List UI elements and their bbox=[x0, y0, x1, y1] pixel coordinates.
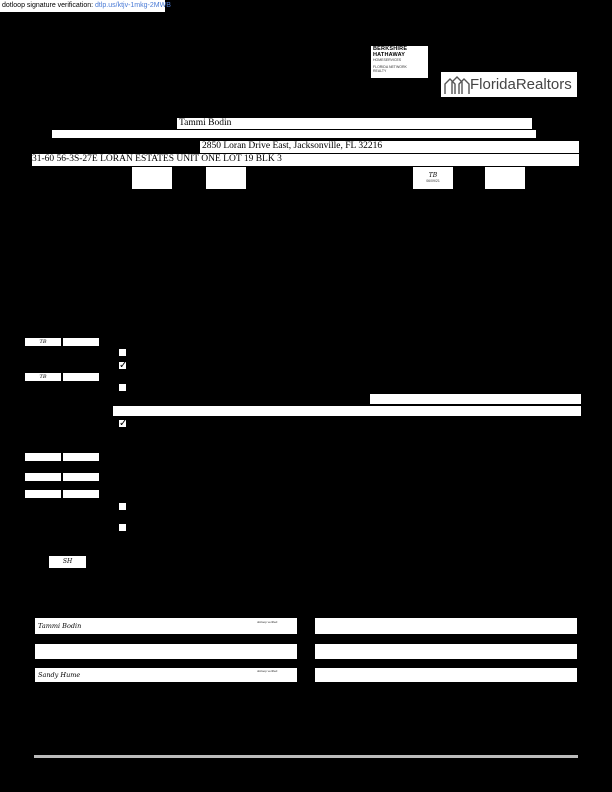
buyer2-signature-field[interactable] bbox=[314, 667, 578, 683]
checkbox-1[interactable] bbox=[118, 348, 127, 357]
florida-realtors-text: FloridaRealtors bbox=[470, 76, 572, 93]
row3-buyer-initials[interactable] bbox=[24, 452, 62, 462]
seller2-signature-field[interactable] bbox=[34, 667, 298, 683]
buyer1-print-name-field[interactable] bbox=[314, 643, 578, 660]
seller-initials-date: 06/09/21 bbox=[426, 179, 440, 183]
checkbox-3[interactable] bbox=[118, 383, 127, 392]
row3-buyer2-initials[interactable] bbox=[62, 452, 100, 462]
signature-verification-bar bbox=[0, 0, 171, 12]
buyer-initials-box-2[interactable] bbox=[205, 166, 247, 190]
bhhs-logo bbox=[371, 46, 428, 78]
buyer-initials-box-1[interactable] bbox=[131, 166, 173, 190]
row2-initials-stamp: TB bbox=[39, 374, 47, 380]
bhhs-logo-sub-1: HOMESERVICES bbox=[373, 58, 402, 62]
seller-initials-stamp: TB bbox=[428, 172, 438, 179]
other-text-field[interactable] bbox=[370, 394, 581, 404]
buyer1-signature-field[interactable] bbox=[314, 617, 578, 635]
verification-label: dotloop signature verification: bbox=[2, 2, 94, 9]
seller1-signature: Tammi Bodin bbox=[38, 622, 82, 630]
checkbox-4[interactable]: ✓ bbox=[119, 418, 128, 429]
row1-initials-stamp: TB bbox=[39, 339, 47, 345]
buyer-name-field[interactable] bbox=[52, 130, 536, 138]
bhhs-logo-sub-2: FLORIDA NETWORK bbox=[373, 65, 407, 69]
row4-buyer-initials[interactable] bbox=[24, 472, 62, 482]
checkbox-6[interactable] bbox=[118, 523, 127, 532]
seller-name-field[interactable]: Tammi Bodin bbox=[177, 118, 532, 129]
legal-description-field[interactable]: 31-60 56-3S-27E LORAN ESTATES UNIT ONE LOT 19 BLK 3 bbox=[32, 154, 579, 166]
seller-initials-box-2[interactable] bbox=[484, 166, 526, 190]
checkbox-2[interactable]: ✓ bbox=[119, 360, 128, 371]
row2-seller-initials[interactable] bbox=[24, 372, 62, 382]
checkbox-5[interactable] bbox=[118, 502, 127, 511]
row1-seller2-initials[interactable] bbox=[62, 337, 100, 347]
bottom-initials-stamp: SH bbox=[62, 558, 73, 565]
bhhs-logo-line-2: HATHAWAY bbox=[373, 52, 406, 58]
row1-seller-initials[interactable] bbox=[24, 337, 62, 347]
explanation-text-field[interactable] bbox=[113, 406, 581, 416]
bottom-initials-box[interactable] bbox=[48, 555, 87, 569]
row5-buyer-initials[interactable] bbox=[24, 489, 62, 499]
bhhs-logo-sub-3: REALTY bbox=[373, 69, 387, 73]
seller-initials-box-1[interactable] bbox=[412, 166, 454, 190]
seller2-signature: Sandy Hume bbox=[38, 671, 81, 679]
bhhs-logo-line-1: BERKSHIRE bbox=[373, 46, 408, 52]
seller2-verified-note: dotloop verified bbox=[257, 669, 278, 673]
row4-buyer2-initials[interactable] bbox=[62, 472, 100, 482]
property-address-field[interactable]: 2850 Loran Drive East, Jacksonville, FL 32216 bbox=[200, 141, 579, 153]
row5-buyer2-initials[interactable] bbox=[62, 489, 100, 499]
seller1-print-name-field[interactable] bbox=[34, 643, 298, 660]
florida-realtors-logo bbox=[440, 71, 578, 98]
footer-rule bbox=[34, 755, 578, 758]
seller1-verified-note: dotloop verified bbox=[257, 620, 278, 624]
seller1-signature-field[interactable] bbox=[34, 617, 298, 635]
row2-seller2-initials[interactable] bbox=[62, 372, 100, 382]
realtors-houses-icon bbox=[444, 75, 470, 95]
verification-link[interactable]: dtlp.us/ktjv-1mkg-2MWB bbox=[95, 2, 171, 9]
